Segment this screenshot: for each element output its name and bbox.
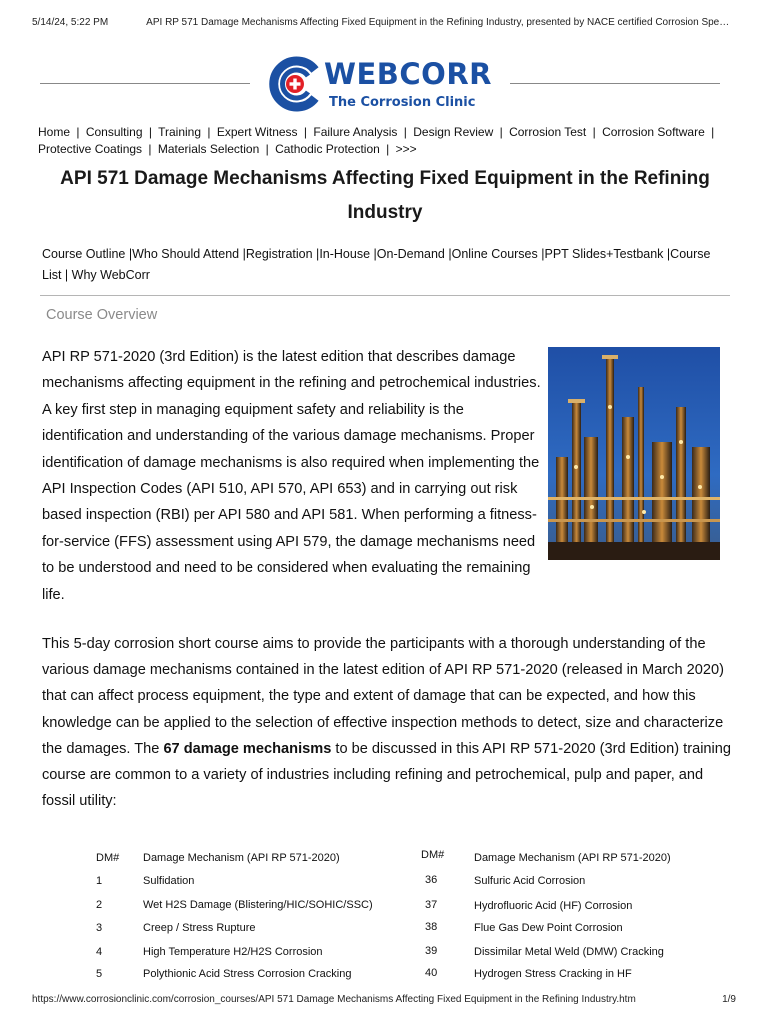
intro-paragraph: API RP 571-2020 (3rd Edition) is the latest edition that describes damage mechanisms affecting equipment in the refining and petrochemical industries. A key first step in managing equipment safety and reliability is the identification and understanding of the various damage mechanisms. Proper identification of damage mechanisms is also required when implementing the API Inspection Codes (API 510, API 570, API 653) and in carrying out risk based inspection (RBI) per API 580 and API 581. When performing a fitness-for-service (FFS) assessment using API 579, the damage mechanisms need to be understood and need to be considered when evaluating the remaining life.	[42, 349, 541, 603]
subnav-separator: |	[239, 247, 246, 261]
table-cell-dm-number: 37	[425, 899, 438, 911]
subnav-separator: |	[444, 247, 452, 261]
damage-mechanism-table	[0, 845, 768, 985]
refinery-photo	[548, 347, 720, 560]
nav-separator: |	[207, 125, 211, 139]
table-cell-dm-number: 3	[96, 922, 103, 934]
table-header-dm-number: DM#	[96, 852, 120, 864]
logo-row	[40, 50, 720, 118]
table-cell-dm-number: 5	[96, 968, 103, 980]
main-nav	[38, 124, 728, 158]
table-cell-dm-number: 39	[425, 945, 438, 957]
course-description-paragraph	[42, 631, 732, 814]
subnav-separator: |	[537, 247, 545, 261]
header-rule-left	[40, 83, 250, 84]
table-cell-damage-mechanism: Sulfuric Acid Corrosion	[474, 875, 586, 887]
nav-separator: |	[76, 125, 80, 139]
table-cell-dm-number: 38	[425, 921, 438, 933]
table-cell-dm-number: 36	[425, 874, 438, 886]
subnav-link-in-house[interactable]: In-House	[319, 247, 371, 261]
webcorr-logo[interactable]	[268, 54, 528, 114]
para2-bold-dm-count: 67 damage mechanisms	[163, 740, 332, 757]
nav-link-materials-selection[interactable]: Materials Selection	[157, 142, 260, 156]
table-cell-damage-mechanism: Dissimilar Metal Weld (DMW) Cracking	[474, 946, 664, 958]
subnav-separator: |	[125, 247, 133, 261]
table-cell-damage-mechanism: Hydrogen Stress Cracking in HF	[474, 968, 632, 980]
subnav-separator: |	[61, 268, 72, 282]
nav-separator: |	[148, 142, 152, 156]
nav-separator: |	[403, 125, 407, 139]
table-header-damage-mechanism: Damage Mechanism (API RP 571-2020)	[474, 852, 671, 864]
nav-link-expert-witness[interactable]: Expert Witness	[216, 125, 298, 139]
subnav-separator: |	[370, 247, 377, 261]
table-cell-dm-number: 1	[96, 875, 103, 887]
corrosion-clinic-logo-icon	[268, 54, 322, 114]
print-footer	[32, 994, 736, 1005]
table-header-damage-mechanism: Damage Mechanism (API RP 571-2020)	[143, 852, 340, 864]
print-page-number: 1/9	[722, 994, 736, 1005]
table-cell-damage-mechanism: Wet H2S Damage (Blistering/HIC/SOHIC/SSC)	[143, 899, 373, 911]
table-cell-dm-number: 2	[96, 899, 103, 911]
print-title: API RP 571 Damage Mechanisms Affecting Fixed Equipment in the Refining Industry, presented by NACE certified Corrosion Spe…	[146, 17, 730, 28]
subnav-link-who-should-attend[interactable]: Who Should Attend	[132, 247, 240, 261]
subnav-separator: |	[312, 247, 320, 261]
table-header-dm-number: DM#	[421, 849, 445, 861]
subnav-link-on-demand[interactable]: On-Demand	[376, 247, 445, 261]
nav-link-protective-coatings[interactable]: Protective Coatings	[38, 142, 143, 156]
subnav-link-why-webcorr[interactable]: Why WebCorr	[71, 268, 150, 282]
nav-separator: |	[265, 142, 269, 156]
subnav-link-course-list[interactable]: Course List	[42, 247, 711, 282]
subnav-link-online-courses[interactable]: Online Courses	[451, 247, 538, 261]
brand-name: WEBCORR	[324, 57, 492, 91]
print-header	[32, 17, 736, 28]
section-label-course-overview: Course Overview	[46, 307, 158, 323]
nav-separator: |	[499, 125, 503, 139]
header-rule-right	[510, 83, 720, 84]
subnav-separator: |	[663, 247, 671, 261]
para2-text-after: to be discussed in this API RP 571-2020 (3rd Edition) training course are common to a variety of industries including refining and petrochemical, pulp and paper, and fossil utility:	[42, 740, 732, 810]
brand-tagline: The Corrosion Clinic	[329, 95, 476, 110]
table-cell-damage-mechanism: Creep / Stress Rupture	[143, 922, 256, 934]
nav-separator: |	[386, 142, 390, 156]
table-cell-damage-mechanism: Hydrofluoric Acid (HF) Corrosion	[474, 900, 633, 912]
nav-separator: |	[592, 125, 596, 139]
refinery-image	[548, 347, 720, 560]
table-cell-damage-mechanism: Polythionic Acid Stress Corrosion Cracking	[143, 968, 352, 980]
table-cell-dm-number: 4	[96, 946, 103, 958]
nav-link-training[interactable]: Training	[158, 125, 202, 139]
nav-link-corrosion-software[interactable]: Corrosion Software	[602, 125, 705, 139]
table-cell-damage-mechanism: High Temperature H2/H2S Corrosion	[143, 946, 323, 958]
subnav-link-registration[interactable]: Registration	[245, 247, 313, 261]
nav-link-corrosion-test[interactable]: Corrosion Test	[509, 125, 587, 139]
nav-link-consulting[interactable]: Consulting	[85, 125, 143, 139]
nav-link-cathodic-protection[interactable]: Cathodic Protection	[275, 142, 380, 156]
nav-separator: |	[303, 125, 308, 139]
print-url: https://www.corrosionclinic.com/corrosion_courses/API 571 Damage Mechanisms Affecting Fixed Equipment in the Refining Industry.htm	[32, 994, 636, 1005]
subnav-link-ppt-slides-testbank[interactable]: PPT Slides+Testbank	[544, 247, 664, 261]
course-subnav	[42, 244, 732, 286]
table-cell-damage-mechanism: Flue Gas Dew Point Corrosion	[474, 922, 623, 934]
para2-text-before: This 5-day corrosion short course aims to provide the participants with a thorough understanding of the various damage mechanisms contained in the latest edition of API RP 571-2020 (released in March 2020) that can affect process equipment, the type and extent of damage that can be expected, and how this knowledge can be applied to the selection of effective inspection methods to detect, size and characterize the damages. The	[42, 636, 724, 757]
table-cell-damage-mechanism: Sulfidation	[143, 875, 195, 887]
subnav-link-course-outline[interactable]: Course Outline	[42, 247, 126, 261]
print-datetime: 5/14/24, 5:22 PM	[32, 17, 109, 28]
divider	[40, 295, 730, 296]
nav-link-more[interactable]: >>>	[395, 142, 417, 156]
nav-link-failure-analysis[interactable]: Failure Analysis	[313, 125, 398, 139]
nav-link-design-review[interactable]: Design Review	[413, 125, 494, 139]
page-title: API 571 Damage Mechanisms Affecting Fixed Equipment in the Refining Industry	[60, 168, 710, 223]
nav-separator: |	[148, 125, 152, 139]
table-cell-dm-number: 40	[425, 967, 438, 979]
nav-separator: |	[711, 125, 715, 139]
nav-link-home[interactable]: Home	[38, 125, 71, 139]
